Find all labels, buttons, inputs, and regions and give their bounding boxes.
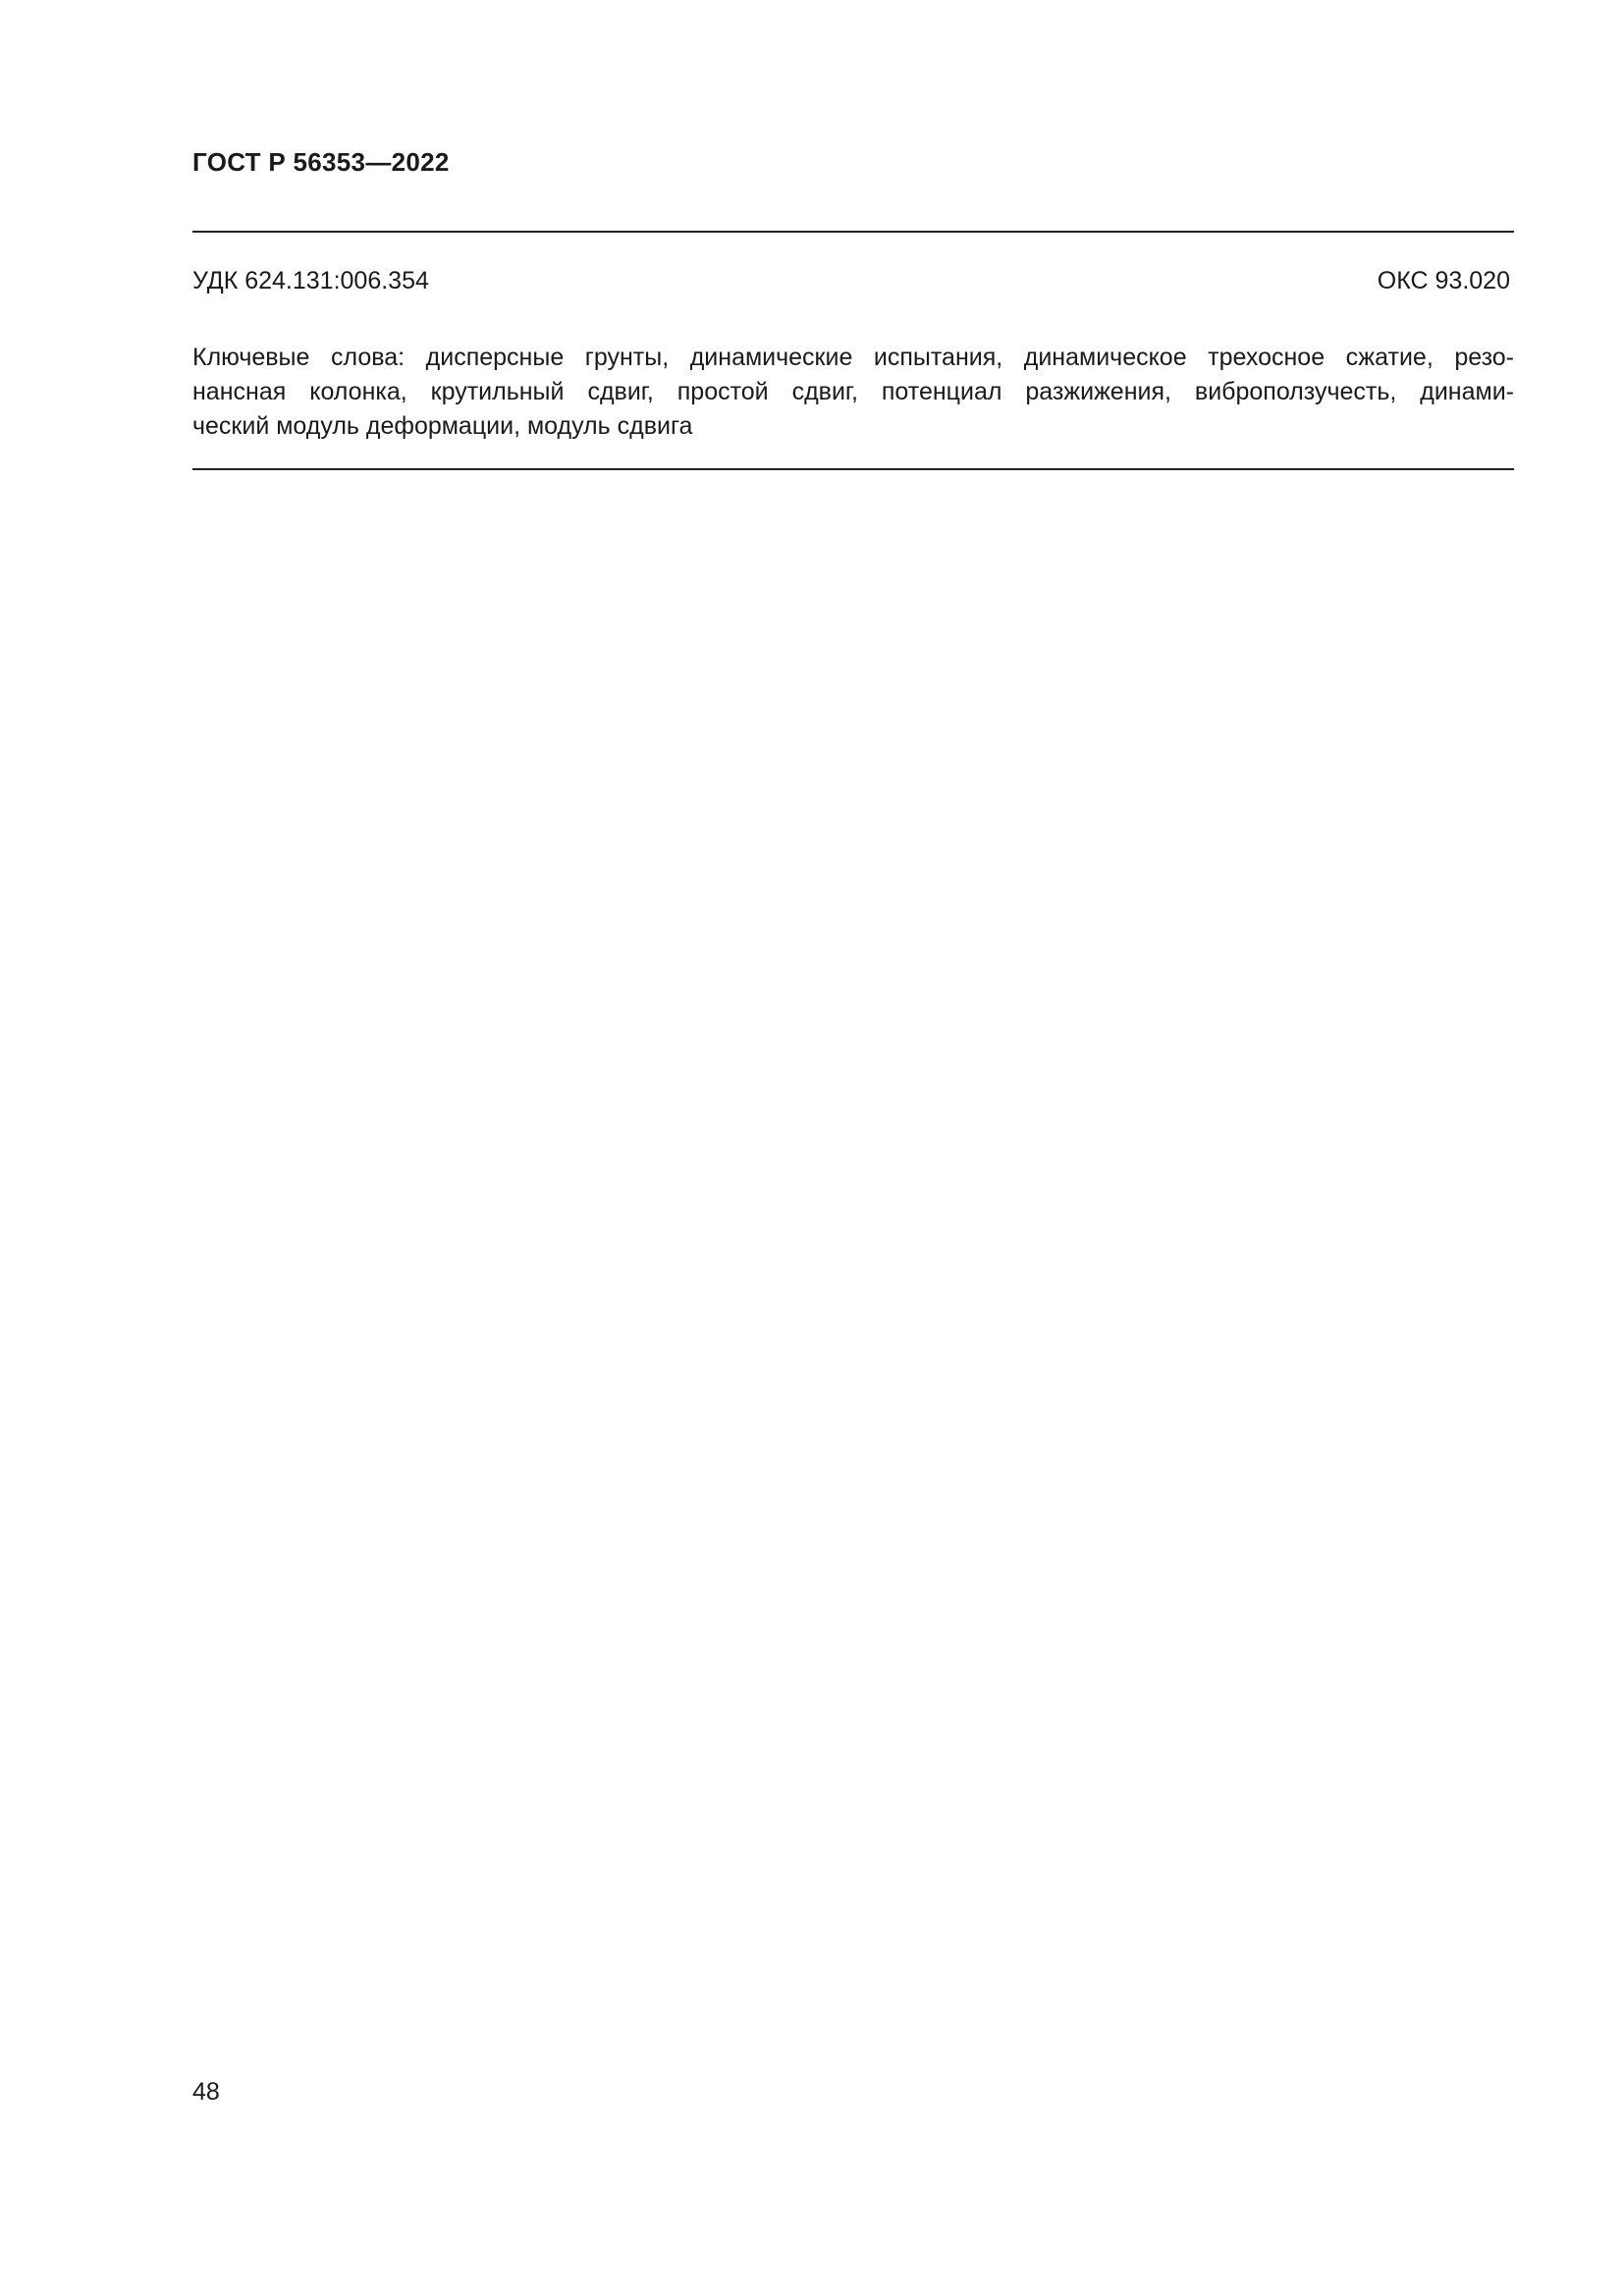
oks-code: ОКС 93.020 (1377, 267, 1510, 294)
top-divider (192, 231, 1514, 233)
keywords-block (192, 341, 1514, 444)
page-number: 48 (192, 2078, 220, 2106)
udc-code: УДК 624.131:006.354 (192, 267, 429, 294)
keywords-line: нансная колонка, крутильный сдвиг, простой сдвиг, потенциал разжижения, виброползучесть, динами- (192, 378, 1514, 405)
standard-code: ГОСТ Р 56353—2022 (192, 147, 450, 177)
bottom-divider (192, 468, 1514, 470)
keywords-line: Ключевые слова: дисперсные грунты, динамические испытания, динамическое трехосное сжатие, резо- (192, 344, 1514, 371)
keywords-line: ческий модуль деформации, модуль сдвига (192, 412, 693, 440)
